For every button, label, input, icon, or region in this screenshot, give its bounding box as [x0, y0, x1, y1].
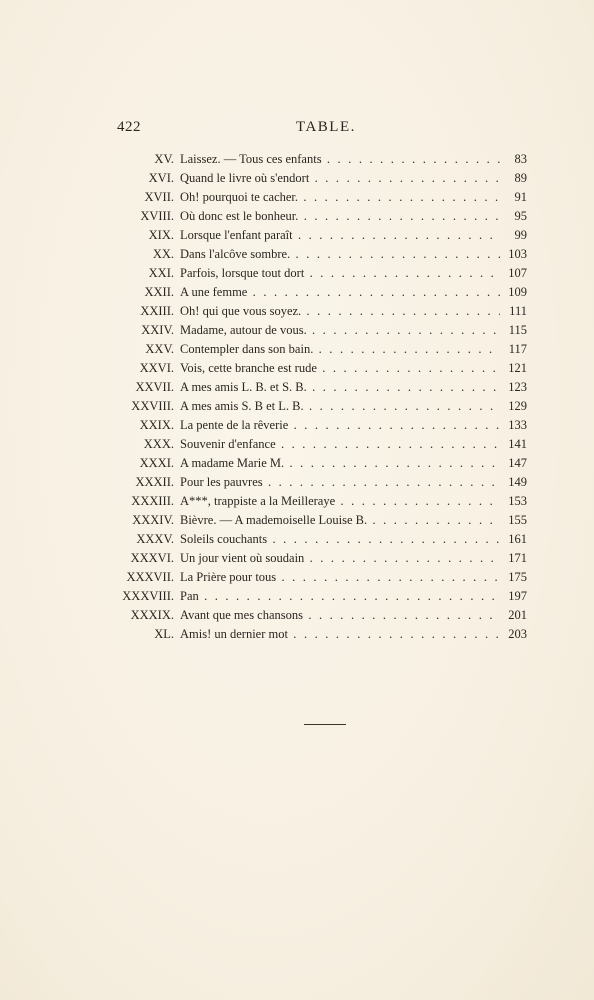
entry-page: 203	[508, 627, 527, 641]
toc-entry	[0, 378, 594, 397]
toc-entry	[0, 511, 594, 530]
toc-entry	[0, 207, 594, 226]
entry-page: 197	[508, 589, 527, 603]
entry-number: XXIX.	[139, 418, 174, 432]
entry-page: 133	[508, 418, 527, 432]
entry-number: XXVIII.	[131, 399, 174, 413]
entry-title: La Prière pour tous . . .	[180, 568, 500, 587]
entry-title: Lorsque l'enfant paraît . . .	[180, 226, 500, 245]
toc-entry	[0, 264, 594, 283]
entry-title: Vois, cette branche est rude . . .	[180, 359, 500, 378]
entry-title: A mes amis S. B et L. B. . . .	[180, 397, 500, 416]
entry-title: Contempler dans son bain. . . .	[180, 340, 500, 359]
toc-entry	[0, 302, 594, 321]
entry-number: XXXI.	[139, 456, 174, 470]
toc-entry	[0, 454, 594, 473]
entry-title: Laissez. — Tous ces enfants . . .	[180, 150, 500, 169]
entry-page: 153	[508, 494, 527, 508]
entry-page: 115	[508, 323, 527, 337]
entry-number: XXVI.	[139, 361, 174, 375]
entry-number: XXII.	[144, 285, 174, 299]
toc-entry	[0, 188, 594, 207]
toc-entry	[0, 359, 594, 378]
entry-number: XXXIV.	[132, 513, 174, 527]
entry-page: 111	[509, 304, 527, 318]
toc-entry	[0, 416, 594, 435]
entry-page: 91	[514, 190, 527, 204]
entry-number: XVII.	[144, 190, 174, 204]
entry-page: 123	[508, 380, 527, 394]
toc-entry	[0, 606, 594, 625]
entry-number: XVI.	[148, 171, 174, 185]
entry-page: 161	[508, 532, 527, 546]
entry-title: Soleils couchants . . .	[180, 530, 500, 549]
entry-page: 83	[514, 152, 527, 166]
entry-title: La pente de la rêverie . . .	[180, 416, 500, 435]
entry-page: 147	[508, 456, 527, 470]
toc-entry	[0, 283, 594, 302]
toc-entry	[0, 150, 594, 169]
entry-page: 109	[508, 285, 527, 299]
entry-title: Quand le livre où s'endort . . .	[180, 169, 500, 188]
toc-entry	[0, 492, 594, 511]
entry-number: XV.	[154, 152, 174, 166]
entry-page: 95	[514, 209, 527, 223]
entry-number: XX.	[152, 247, 174, 261]
entry-title: Avant que mes chansons . . .	[180, 606, 500, 625]
entry-number: XXXVI.	[130, 551, 174, 565]
toc-entry	[0, 587, 594, 606]
entry-page: 103	[508, 247, 527, 261]
entry-number: XXXV.	[136, 532, 174, 546]
running-title: TABLE.	[296, 119, 356, 135]
entry-title: A madame Marie M. . . .	[180, 454, 500, 473]
toc-entry	[0, 549, 594, 568]
entry-page: 141	[508, 437, 527, 451]
entry-title: Un jour vient où soudain . . .	[180, 549, 500, 568]
entry-page: 155	[508, 513, 527, 527]
entry-number: XXXII.	[135, 475, 174, 489]
toc-entry	[0, 245, 594, 264]
entry-title: A***, trappiste a la Meilleraye . . .	[180, 492, 500, 511]
entry-number: XXX.	[143, 437, 174, 451]
entry-page: 99	[514, 228, 527, 242]
toc-entry	[0, 530, 594, 549]
entry-page: 117	[508, 342, 527, 356]
entry-page: 89	[514, 171, 527, 185]
page-number: 422	[117, 119, 141, 135]
entry-number: XIX.	[148, 228, 174, 242]
entry-page: 149	[508, 475, 527, 489]
entry-number: XXXIII.	[131, 494, 174, 508]
entry-number: XXIII.	[140, 304, 174, 318]
table-of-contents	[0, 150, 594, 644]
entry-title: Oh! pourquoi te cacher. . . .	[180, 188, 500, 207]
entry-title: Où donc est le bonheur. . . .	[180, 207, 500, 226]
entry-number: XXXIX.	[130, 608, 174, 622]
toc-entry	[0, 169, 594, 188]
entry-title: Parfois, lorsque tout dort . . .	[180, 264, 500, 283]
entry-number: XVIII.	[140, 209, 174, 223]
entry-number: XL.	[154, 627, 174, 641]
entry-title: Souvenir d'enfance . . .	[180, 435, 500, 454]
page-header	[0, 119, 594, 141]
entry-number: XXVII.	[135, 380, 174, 394]
entry-page: 129	[508, 399, 527, 413]
entry-page: 201	[508, 608, 527, 622]
toc-entry	[0, 321, 594, 340]
toc-entry	[0, 473, 594, 492]
toc-entry	[0, 340, 594, 359]
entry-title: Oh! qui que vous soyez. . . .	[180, 302, 500, 321]
toc-entry	[0, 397, 594, 416]
entry-title: Bièvre. — A mademoiselle Louise B. . . .	[180, 511, 500, 530]
entry-number: XXXVIII.	[122, 589, 174, 603]
entry-title: Pan . . .	[180, 587, 500, 606]
entry-title: Madame, autour de vous. . . .	[180, 321, 500, 340]
entry-number: XXIV.	[141, 323, 174, 337]
entry-title: Pour les pauvres . . .	[180, 473, 500, 492]
entry-page: 171	[508, 551, 527, 565]
entry-page: 175	[508, 570, 527, 584]
entry-page: 121	[508, 361, 527, 375]
entry-title: A mes amis L. B. et S. B. . . .	[180, 378, 500, 397]
toc-entry	[0, 435, 594, 454]
entry-title: Dans l'alcôve sombre. . . .	[180, 245, 500, 264]
toc-entry	[0, 568, 594, 587]
toc-entry	[0, 226, 594, 245]
entry-number: XXI.	[148, 266, 174, 280]
entry-page: 107	[508, 266, 527, 280]
entry-number: XXXVII.	[126, 570, 174, 584]
entry-title: A une femme . . .	[180, 283, 500, 302]
entry-title: Amis! un dernier mot . . .	[180, 625, 500, 644]
end-rule	[304, 724, 346, 725]
entry-number: XXV.	[145, 342, 174, 356]
toc-entry	[0, 625, 594, 644]
